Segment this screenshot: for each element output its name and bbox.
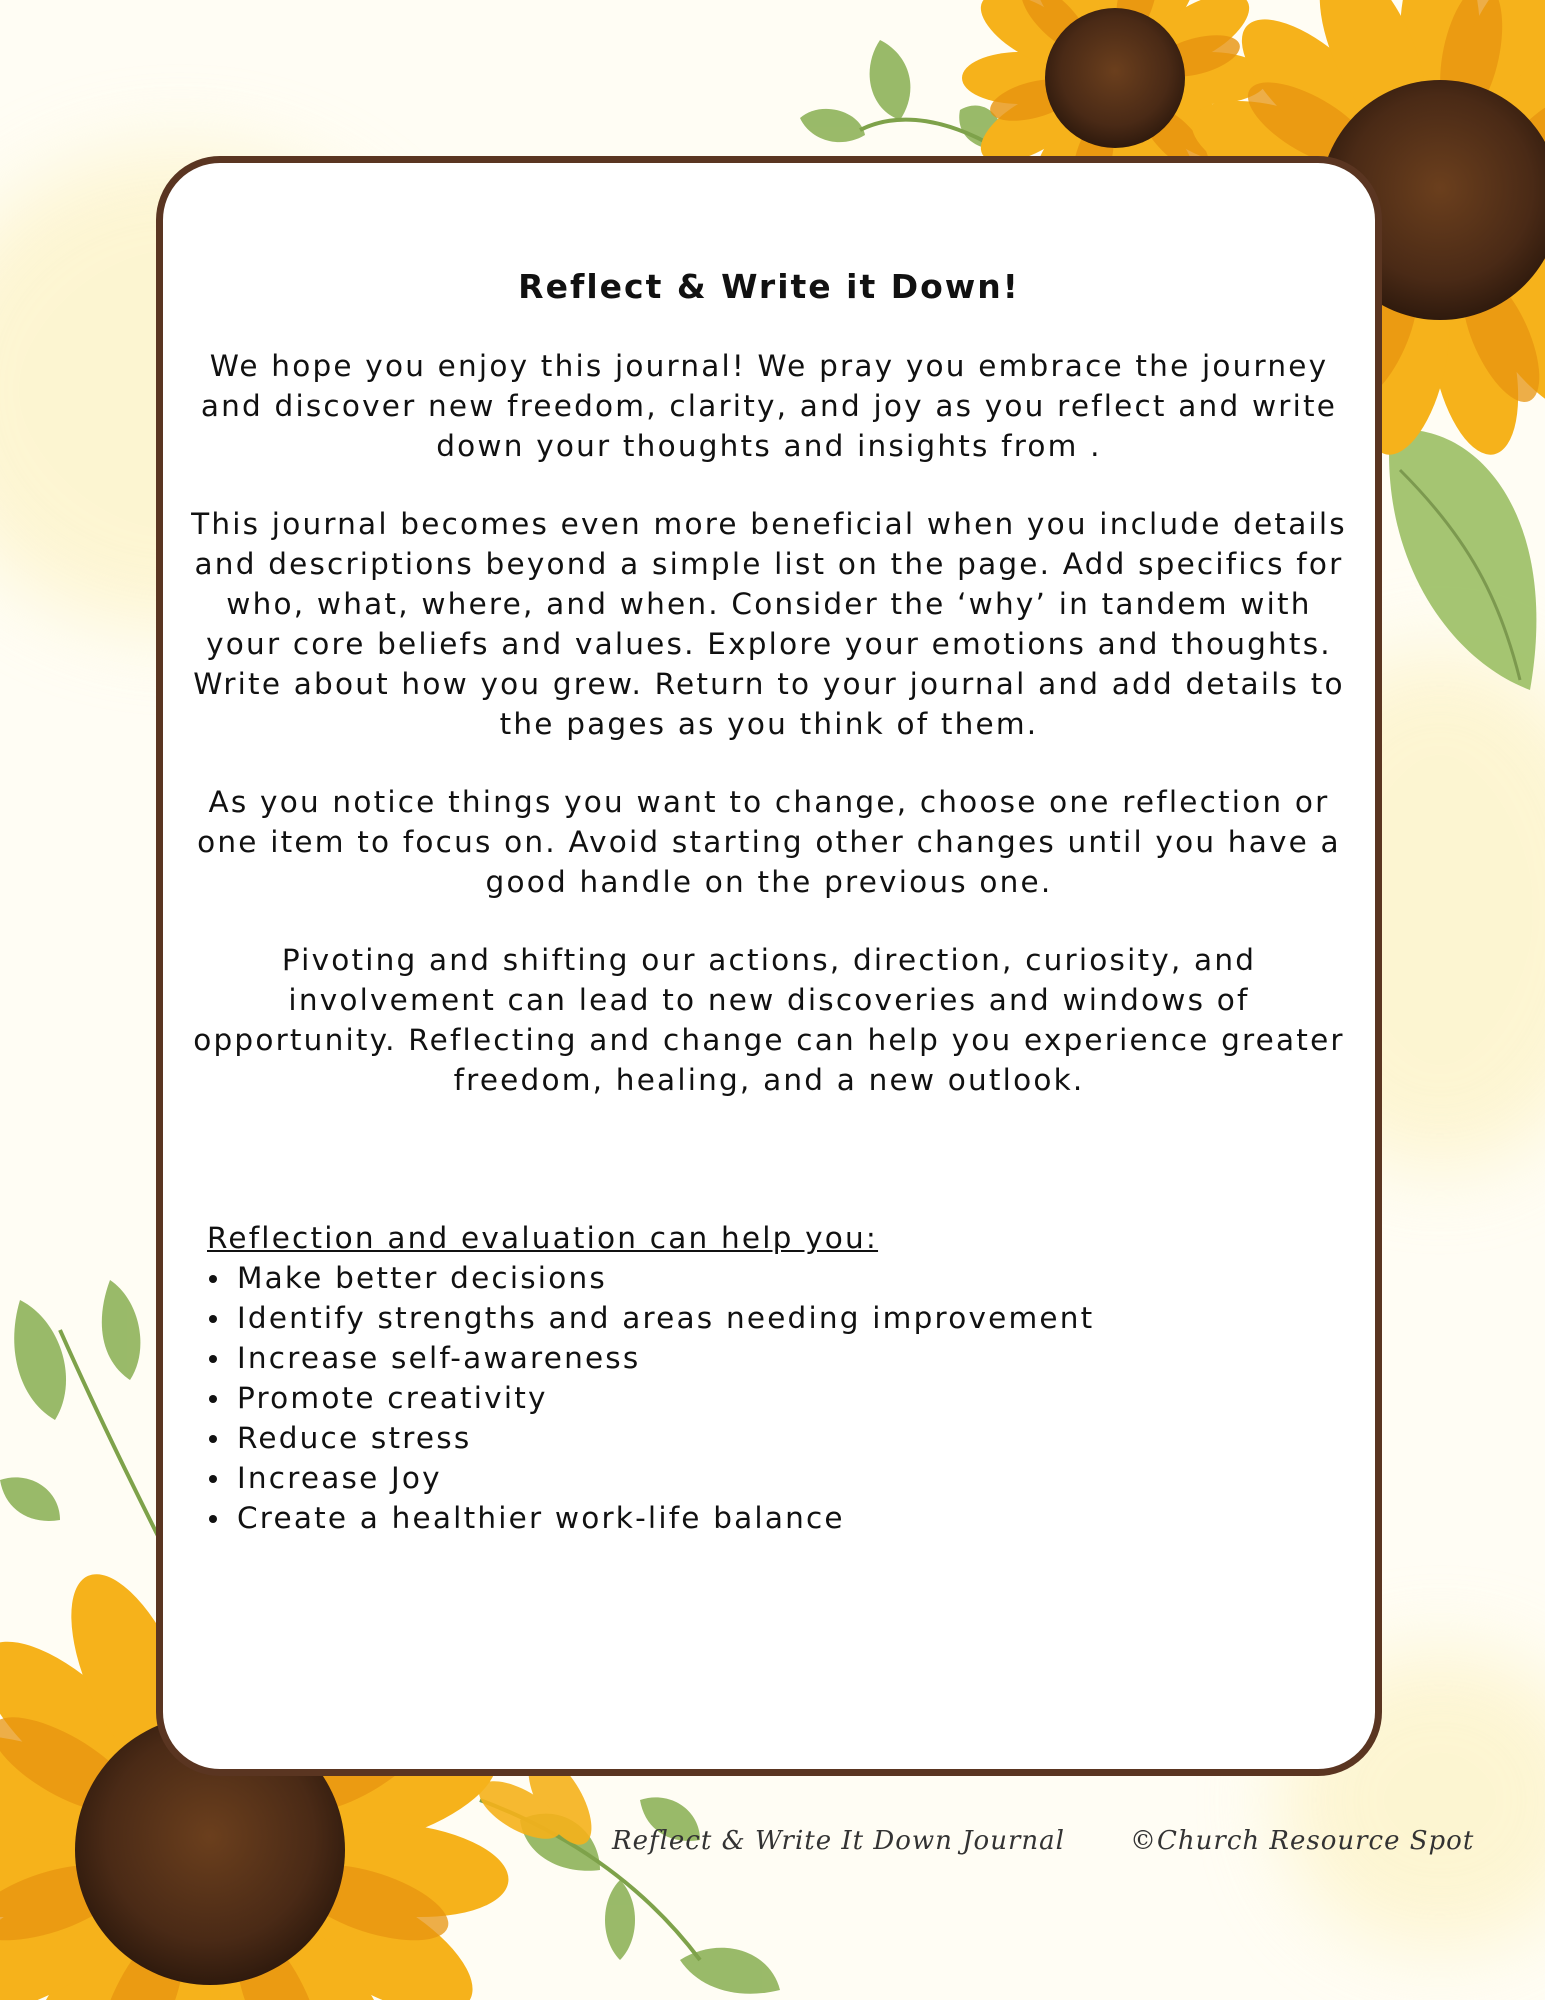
list-item: Identify strengths and areas needing improvement [207,1298,1347,1338]
pivoting-paragraph: Pivoting and shifting our actions, direction, curiosity, and involvement can lead to new discoveries and windows of opportunity. Reflecting and change can help you experience greater freedom, healing, and a new outlook. [193,943,1345,1097]
list-item: Make better decisions [207,1258,1347,1298]
list-item: Promote creativity [207,1378,1347,1418]
list-item: Reduce stress [207,1418,1347,1458]
page-title: Reflect & Write it Down! [518,267,1020,306]
card-content [191,267,1347,1538]
focus-paragraph: As you notice things you want to change, choose one reflection or one item to focus on. Avoid starting other changes until you have a good handle on the previous one. [197,785,1341,899]
benefits-heading: Reflection and evaluation can help you: [207,1221,879,1255]
content-card [156,156,1382,1776]
benefits-list [207,1258,1347,1538]
list-item: Increase Joy [207,1458,1347,1498]
footer-copyright: ©Church Resource Spot [1130,1826,1475,1856]
list-item: Create a healthier work-life balance [207,1498,1347,1538]
footer-journal-name: Reflect & Write It Down Journal [612,1826,1065,1856]
intro-paragraph: We hope you enjoy this journal! We pray you embrace the journey and discover new freedom, clarity, and joy as you reflect and write down your thoughts and insights from . [200,349,1338,463]
list-item: Increase self-awareness [207,1338,1347,1378]
benefits-section [191,1218,1347,1538]
details-paragraph: This journal becomes even more beneficial when you include details and descriptions beyond a simple list on the page. Add specifics for who, what, where, and when. Consider the ‘why’ in tandem with your core beliefs and values. Explore your emotions and thoughts. Write about how you grew. Return to your journal and add details to the pages as you think of them. [191,507,1347,741]
